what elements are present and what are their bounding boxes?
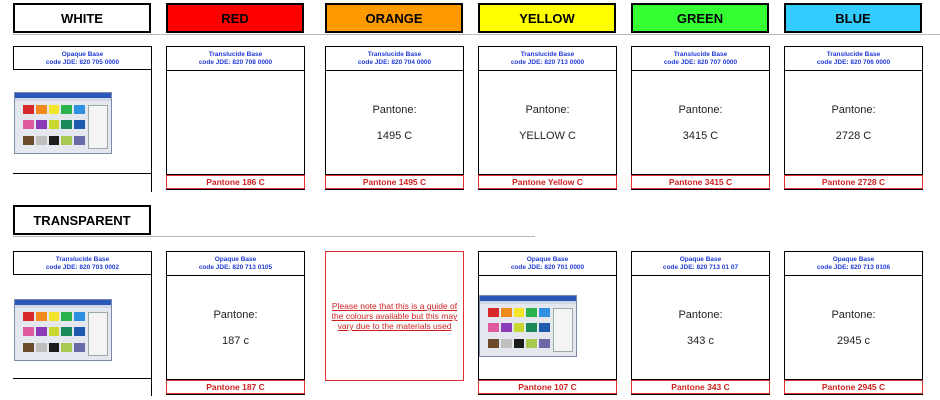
pantone-value: 187 c bbox=[222, 334, 249, 347]
pantone-label: Pantone: bbox=[831, 308, 876, 321]
card-caption bbox=[785, 47, 922, 71]
header-blue bbox=[784, 3, 922, 33]
code-label: code JDE: 820 713 0106 bbox=[816, 264, 891, 271]
pantone-footer: Pantone 1495 C bbox=[325, 175, 464, 189]
base-label: Opaque Base bbox=[214, 256, 257, 263]
pantone-label: Pantone: bbox=[678, 103, 723, 116]
card-green bbox=[631, 46, 770, 190]
base-label: Opaque Base bbox=[61, 51, 104, 58]
header-label: BLUE bbox=[835, 10, 871, 26]
card-blue-opaque bbox=[784, 251, 923, 395]
card-caption bbox=[167, 252, 304, 276]
card-orange bbox=[325, 46, 464, 190]
header-yellow bbox=[478, 3, 616, 33]
pantone-footer: Pantone 186 C bbox=[166, 175, 305, 189]
card-caption bbox=[13, 251, 152, 275]
base-label: Opaque Base bbox=[832, 256, 875, 263]
header-label: TRANSPARENT bbox=[33, 212, 131, 228]
pantone-footer: Pantone 3415 C bbox=[631, 175, 770, 189]
divider bbox=[151, 70, 152, 192]
card-yellow bbox=[478, 46, 617, 190]
code-label: code JDE: 820 713 0000 bbox=[510, 59, 585, 66]
divider bbox=[13, 34, 940, 35]
pantone-footer: Pantone 2728 C bbox=[784, 175, 923, 189]
code-label: code JDE: 820 705 0000 bbox=[45, 59, 120, 66]
card-body bbox=[479, 71, 616, 175]
screenshot-thumbnail bbox=[14, 299, 112, 361]
card-body bbox=[785, 276, 922, 380]
pantone-footer: Pantone 2945 C bbox=[784, 380, 923, 394]
base-label: Translucide Base bbox=[208, 51, 263, 58]
base-label: Translucide Base bbox=[367, 51, 422, 58]
card-body bbox=[632, 71, 769, 175]
card-blue bbox=[784, 46, 923, 190]
code-label: code JDE: 820 703 0002 bbox=[45, 264, 120, 271]
base-label: Opaque Base bbox=[526, 256, 569, 263]
code-label: code JDE: 820 704 0000 bbox=[357, 59, 432, 66]
swatch-grid bbox=[23, 105, 85, 149]
header-label: WHITE bbox=[61, 10, 103, 26]
header-label: ORANGE bbox=[365, 10, 423, 26]
pantone-value: 2728 C bbox=[835, 129, 872, 142]
card-red-opaque bbox=[166, 251, 305, 395]
pantone-footer: Pantone Yellow C bbox=[478, 175, 617, 189]
header-transparent bbox=[13, 205, 151, 235]
card-caption bbox=[167, 47, 304, 71]
card-body bbox=[785, 71, 922, 175]
header-label: YELLOW bbox=[519, 10, 575, 26]
code-label: code JDE: 820 707 0000 bbox=[663, 59, 738, 66]
pantone-value: 343 c bbox=[687, 334, 714, 347]
code-label: code JDE: 820 701 0000 bbox=[510, 264, 585, 271]
pantone-value: YELLOW C bbox=[519, 129, 576, 142]
pantone-footer: Pantone 187 C bbox=[166, 380, 305, 394]
card-caption bbox=[326, 47, 463, 71]
card-green-opaque bbox=[631, 251, 770, 395]
code-label: code JDE: 820 713 01 07 bbox=[662, 264, 739, 271]
swatch-grid bbox=[488, 308, 550, 352]
pantone-label: Pantone: bbox=[372, 103, 417, 116]
card-body bbox=[167, 71, 304, 175]
card-body bbox=[326, 71, 463, 175]
card-red bbox=[166, 46, 305, 190]
card-caption bbox=[632, 252, 769, 276]
card-caption bbox=[479, 252, 616, 276]
header-green bbox=[631, 3, 769, 33]
code-label: code JDE: 820 708 0000 bbox=[198, 59, 273, 66]
base-label: Translucide Base bbox=[826, 51, 881, 58]
base-label: Translucide Base bbox=[673, 51, 728, 58]
pantone-footer: Pantone 107 C bbox=[478, 380, 617, 394]
pantone-value: 3415 C bbox=[682, 129, 719, 142]
header-red bbox=[166, 3, 304, 33]
screenshot-thumbnail bbox=[479, 295, 577, 357]
card-caption bbox=[13, 46, 152, 70]
screenshot-thumbnail bbox=[14, 92, 112, 154]
pantone-value: 1495 C bbox=[376, 129, 413, 142]
header-label: GREEN bbox=[676, 10, 724, 26]
pantone-footer: Pantone 343 C bbox=[631, 380, 770, 394]
pantone-value: 2945 c bbox=[836, 334, 871, 347]
base-label: Opaque Base bbox=[679, 256, 722, 263]
pantone-label: Pantone: bbox=[213, 308, 258, 321]
divider bbox=[13, 236, 535, 237]
guide-note: Please note that this is a guide of the colours available but this may vary due to the materials used bbox=[325, 251, 464, 381]
base-label: Translucide Base bbox=[55, 256, 110, 263]
header-white bbox=[13, 3, 151, 33]
code-label: code JDE: 820 713 0105 bbox=[198, 264, 273, 271]
swatch-grid bbox=[23, 312, 85, 356]
code-label: code JDE: 820 706 0000 bbox=[816, 59, 891, 66]
base-label: Translucide Base bbox=[520, 51, 575, 58]
card-caption bbox=[479, 47, 616, 71]
header-orange bbox=[325, 3, 463, 33]
pantone-label: Pantone: bbox=[678, 308, 723, 321]
card-body bbox=[167, 276, 304, 380]
header-label: RED bbox=[221, 10, 249, 26]
divider bbox=[151, 275, 152, 396]
card-caption bbox=[785, 252, 922, 276]
pantone-label: Pantone: bbox=[831, 103, 876, 116]
card-caption bbox=[632, 47, 769, 71]
card-body bbox=[632, 276, 769, 380]
pantone-label: Pantone: bbox=[525, 103, 570, 116]
